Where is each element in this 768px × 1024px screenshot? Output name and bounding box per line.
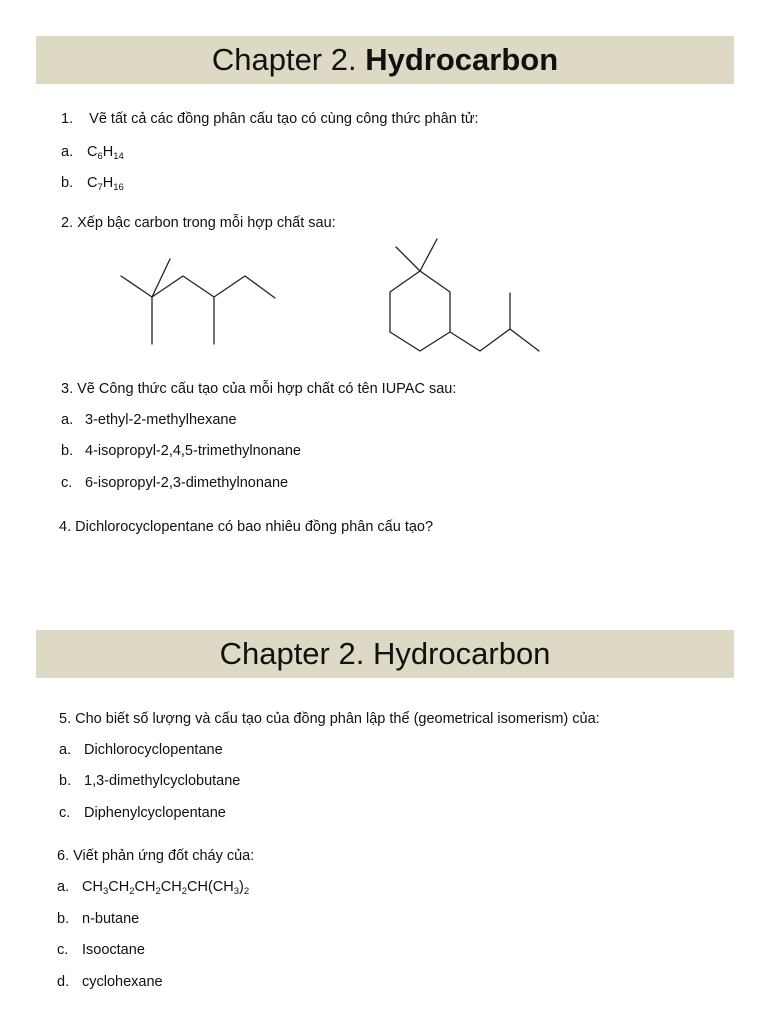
question-2: 2. Xếp bậc carbon trong mỗi hợp chất sau: — [61, 215, 336, 231]
formula-c6h14: $C_6H_{14}$ — [87, 144, 124, 162]
formula-c7h16: $C_7H_{16}$ — [87, 175, 124, 193]
question-6d: d. cyclohexane — [57, 974, 163, 990]
chapter-title-banner-2: Chapter 2. Hydrocarbon — [36, 630, 734, 678]
question-3a: a. 3-ethyl-2-methylhexane — [61, 412, 237, 428]
acyclic-structure — [121, 259, 275, 344]
cyclohexane-structure — [390, 239, 539, 351]
formula-condensed: $CH_3CH_2CH_2CH_2CH(CH_3)_2$ — [82, 879, 250, 897]
question-6c: c. Isooctane — [57, 942, 145, 958]
question-3b: b. 4-isopropyl-2,4,5-trimethylnonane — [61, 443, 301, 459]
question-1-text: Vẽ tất cả các đồng phân cấu tạo có cùng công thức phân tử: — [89, 111, 479, 127]
question-3c: c. 6-isopropyl-2,3-dimethylnonane — [61, 475, 289, 491]
item-label: b. — [61, 175, 74, 191]
question-5c: c. Diphenylcyclopentane — [59, 805, 226, 821]
question-5: 5. Cho biết số lượng và cấu tạo của đồng phân lập thể (geometrical isomerism) của: — [59, 711, 600, 727]
question-6: 6. Viết phản ứng đốt cháy của: — [57, 848, 255, 864]
item-label: a. — [61, 144, 74, 160]
question-5b: b. 1,3-dimethylcyclobutane — [59, 773, 241, 789]
question-3: 3. Vẽ Công thức cấu tạo của mỗi hợp chất có tên IUPAC sau: — [61, 381, 457, 397]
question-5a: a. Dichlorocyclopentane — [59, 742, 223, 758]
chapter-title-bold: Hydrocarbon — [365, 42, 559, 77]
question-6b: b. n-butane — [57, 911, 140, 927]
question-4: 4. Dichlorocyclopentane có bao nhiêu đồng phân cấu tạo? — [59, 519, 434, 535]
question-6a: a. $CH_3CH_2CH_2CH_2CH(CH_3)_2$ — [57, 879, 250, 897]
chapter-title-prefix: Chapter 2. — [211, 42, 366, 77]
question-1-number: 1. — [61, 111, 74, 127]
